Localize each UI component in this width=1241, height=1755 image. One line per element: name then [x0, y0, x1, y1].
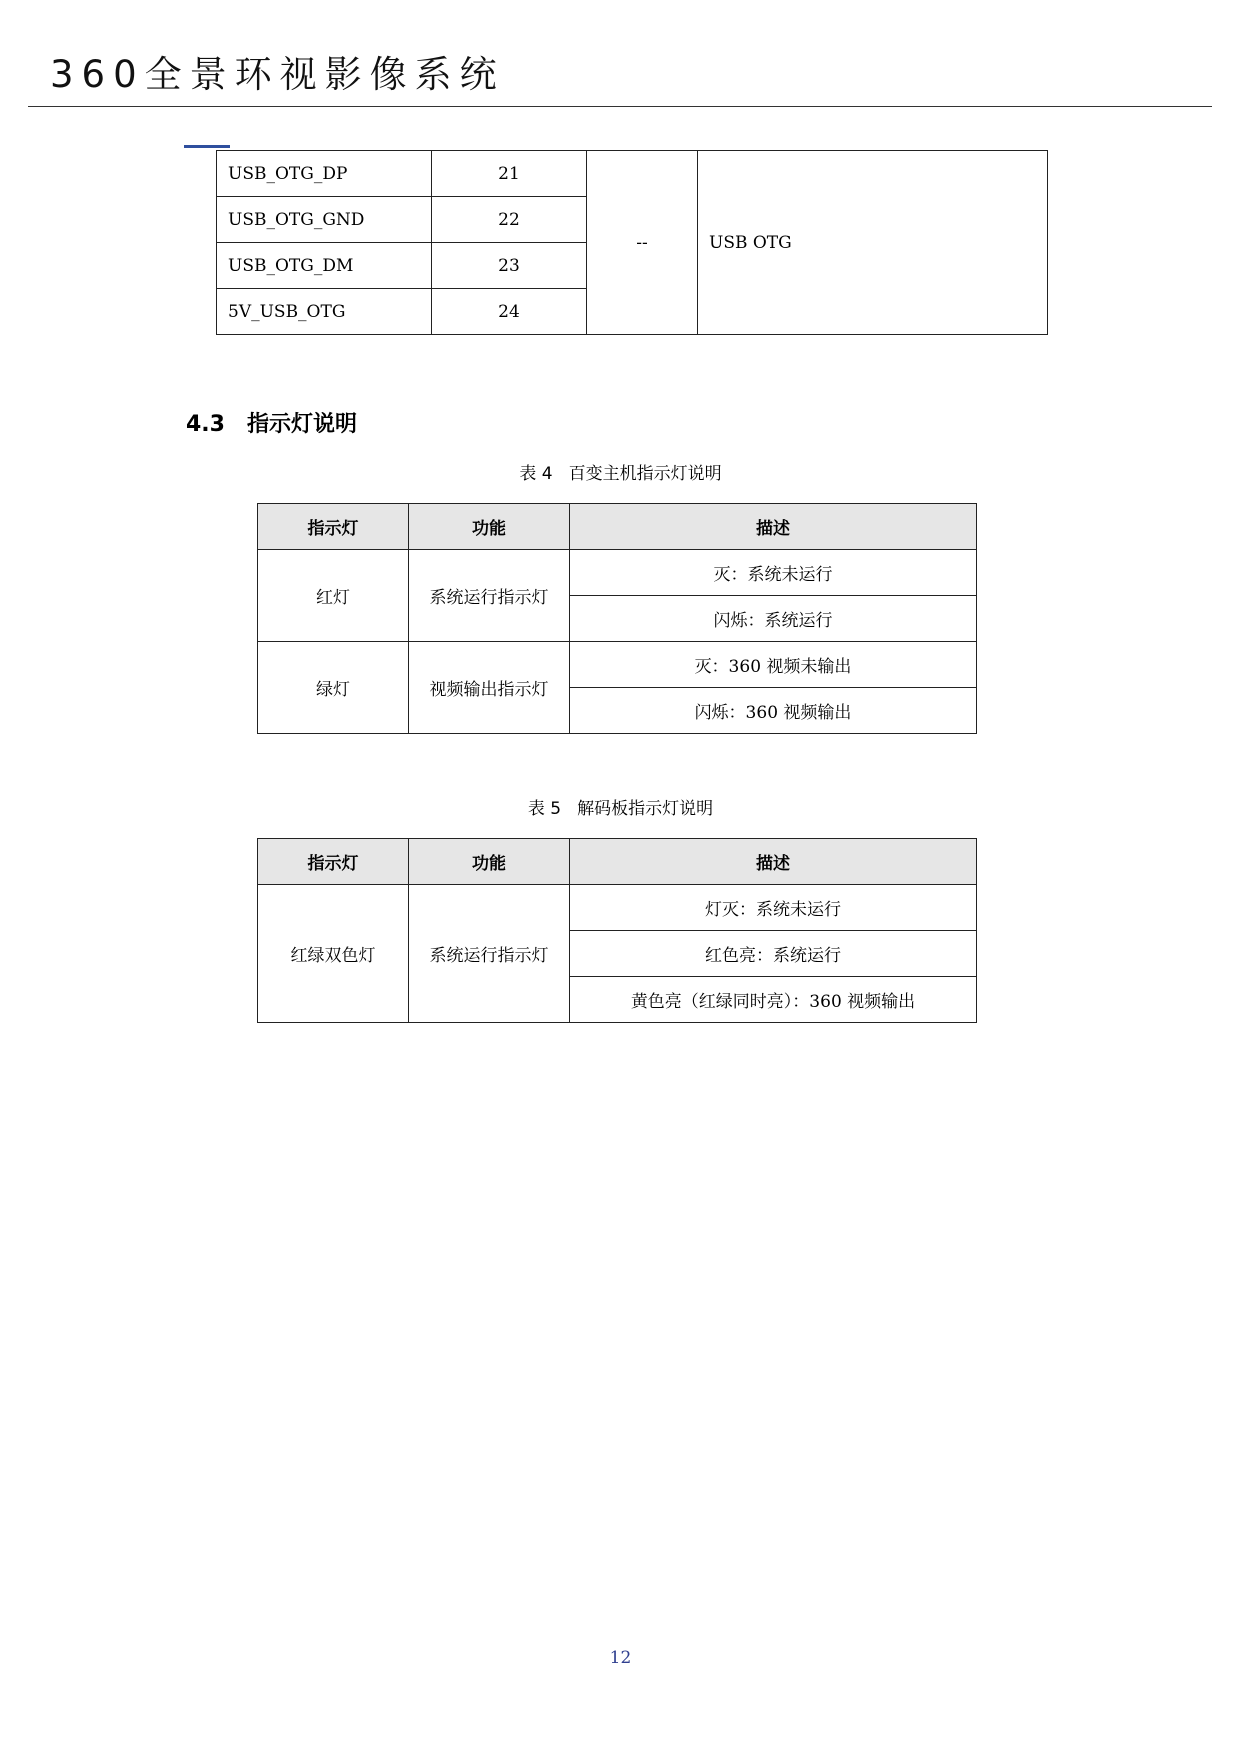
indicator-cell: 红绿双色灯: [258, 885, 409, 1023]
indicator-cell: 绿灯: [258, 642, 409, 734]
pin-name-cell: USB_OTG_DM: [217, 243, 432, 289]
merged-description-cell: USB OTG: [698, 151, 1048, 335]
description-cell: 红色亮：系统运行: [570, 931, 977, 977]
table5-caption-label: 表 5: [527, 799, 562, 819]
page-number: 12: [609, 1648, 632, 1668]
header-indicator: 指示灯: [258, 504, 409, 550]
header-divider: [28, 106, 1212, 107]
description-cell: 闪烁：系统运行: [570, 596, 977, 642]
description-cell: 灭：360 视频未输出: [570, 642, 977, 688]
description-cell: 闪烁：360 视频输出: [570, 688, 977, 734]
function-cell: 视频输出指示灯: [409, 642, 570, 734]
header-description: 描述: [570, 504, 977, 550]
merged-placeholder-cell: --: [587, 151, 698, 335]
header-indicator: 指示灯: [258, 839, 409, 885]
function-cell: 系统运行指示灯: [409, 550, 570, 642]
table-row: [258, 885, 977, 931]
accent-mark: [184, 145, 230, 148]
pin-name-cell: USB_OTG_GND: [217, 197, 432, 243]
description-cell: 灯灭：系统未运行: [570, 885, 977, 931]
usb-otg-pin-table: [216, 150, 1048, 335]
description-cell: 灭：系统未运行: [570, 550, 977, 596]
section-number: 4.3: [186, 412, 225, 437]
table-header-row: [258, 839, 977, 885]
table4-caption-title: 百变主机指示灯说明: [568, 464, 722, 484]
table5-caption-title: 解码板指示灯说明: [577, 799, 714, 819]
description-cell: 黄色亮（红绿同时亮）：360 视频输出: [570, 977, 977, 1023]
pin-number-cell: 24: [432, 289, 587, 335]
indicator-cell: 红灯: [258, 550, 409, 642]
pin-number-cell: 23: [432, 243, 587, 289]
section-title-text: 指示灯说明: [246, 412, 357, 437]
table4-caption: [0, 459, 1241, 484]
pin-number-cell: 21: [432, 151, 587, 197]
table4-caption-label: 表 4: [519, 464, 553, 484]
pin-name-cell: USB_OTG_DP: [217, 151, 432, 197]
pin-number-cell: 22: [432, 197, 587, 243]
host-indicator-table: [257, 503, 977, 734]
pin-name-cell: 5V_USB_OTG: [217, 289, 432, 335]
document-header-title: 360全景环视影像系统: [50, 53, 505, 96]
decoder-indicator-table: [257, 838, 977, 1023]
table-row: [217, 151, 1048, 197]
table5-caption: [0, 794, 1241, 819]
header-function: 功能: [409, 504, 570, 550]
header-description: 描述: [570, 839, 977, 885]
header-function: 功能: [409, 839, 570, 885]
table-row: [258, 550, 977, 596]
table-row: [258, 642, 977, 688]
section-heading: [186, 407, 357, 438]
table-header-row: [258, 504, 977, 550]
function-cell: 系统运行指示灯: [409, 885, 570, 1023]
